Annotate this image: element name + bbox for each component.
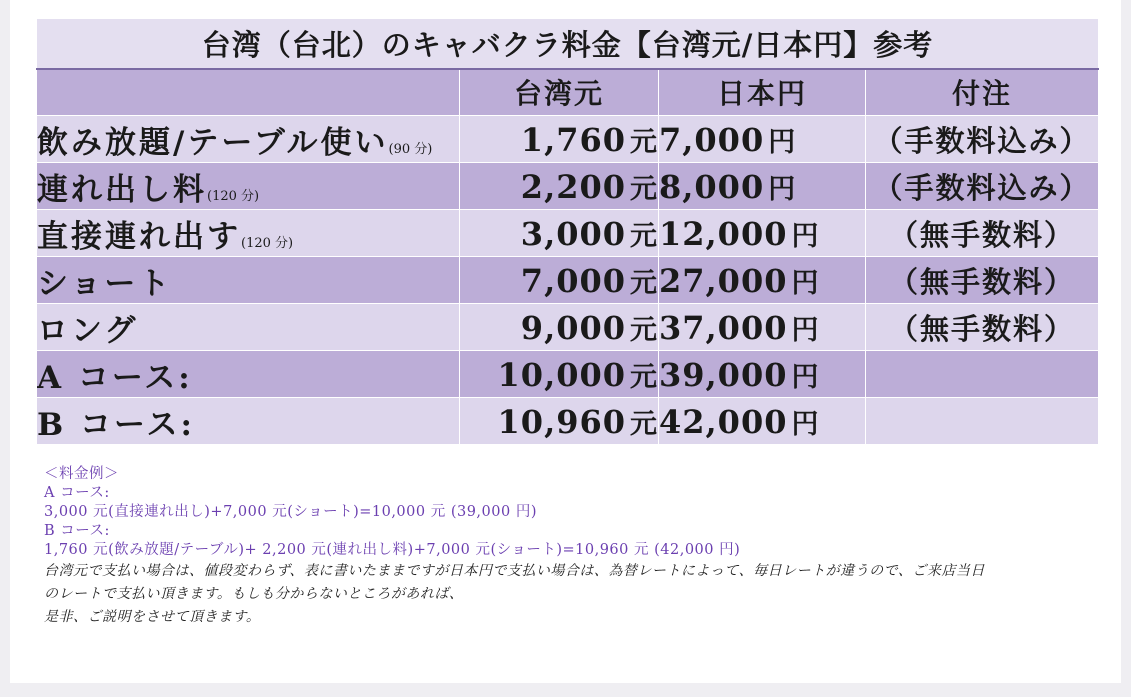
page-edge-right [1121, 0, 1131, 697]
page-edge-bottom [0, 683, 1131, 697]
price-example-notes [44, 465, 1104, 629]
row-label: A コース: [37, 351, 460, 398]
remark-cell: （無手数料） [866, 210, 1099, 257]
jpy-cell: 37,000 円 [659, 304, 866, 351]
jpy-cell: 12,000 円 [659, 210, 866, 257]
remark-cell [866, 351, 1099, 398]
duration-note: (120 分) [241, 235, 294, 251]
course-b-calc: 1,760 元(飲み放題/テーブル)+ 2,200 元(連れ出し料)+7,000 元(ショート)=10,960 元 (42,000 円) [44, 542, 741, 558]
twd-cell: 7,000 元 [460, 257, 659, 304]
row-label: ショート [37, 257, 460, 304]
twd-cell: 10,960 元 [460, 398, 659, 445]
twd-cell: 9,000 元 [460, 304, 659, 351]
table-row [37, 304, 1099, 351]
course-a-calc: 3,000 元(直接連れ出し)+7,000 元(ショート)=10,000 元 (39,000 円) [44, 504, 537, 520]
course-a-label: A コース: [44, 485, 110, 501]
table-row [37, 257, 1099, 304]
remark-cell: （手数料込み） [866, 163, 1099, 210]
jpy-cell: 8,000 円 [659, 163, 866, 210]
remark-cell [866, 398, 1099, 445]
row-label: 連れ出し料(120 分) [37, 163, 460, 210]
twd-cell: 10,000 元 [460, 351, 659, 398]
remark-cell: （無手数料） [866, 257, 1099, 304]
table-row [37, 398, 1099, 445]
payment-note-line2: のレートで支払い頂きます。もしも分からないところがあれば、 [44, 586, 464, 602]
header-jpy: 日本円 [659, 69, 866, 116]
twd-cell: 1,760 元 [460, 116, 659, 163]
row-label: B コース: [37, 398, 460, 445]
payment-note-line3: 是非、ご説明をさせて頂きます。 [44, 609, 261, 625]
price-table [36, 18, 1099, 445]
header-blank [37, 69, 460, 116]
jpy-cell: 27,000 円 [659, 257, 866, 304]
duration-note: (120 分) [207, 188, 260, 204]
page-edge-left [0, 0, 10, 697]
table-row [37, 116, 1099, 163]
table-row [37, 351, 1099, 398]
duration-note: (90 分) [388, 141, 433, 157]
course-b-label: B コース: [44, 523, 110, 539]
table-title: 台湾（台北）のキャバクラ料金【台湾元/日本円】参考 [37, 19, 1099, 69]
header-row [37, 69, 1099, 116]
jpy-cell: 39,000 円 [659, 351, 866, 398]
notes-heading: ＜料金例＞ [44, 466, 119, 482]
row-label: 飲み放題/テーブル使い(90 分) [37, 116, 460, 163]
twd-cell: 3,000 元 [460, 210, 659, 257]
table-row [37, 163, 1099, 210]
table-row [37, 210, 1099, 257]
jpy-cell: 7,000 円 [659, 116, 866, 163]
row-label: 直接連れ出す(120 分) [37, 210, 460, 257]
twd-cell: 2,200 元 [460, 163, 659, 210]
jpy-cell: 42,000 円 [659, 398, 866, 445]
payment-note-line1: 台湾元で支払い場合は、値段変わらず、表に書いたままですが日本円で支払い場合は、為替レートによって、毎日レートが違うので、ご来店当日 [44, 563, 985, 579]
row-label: ロング [37, 304, 460, 351]
remark-cell: （手数料込み） [866, 116, 1099, 163]
title-row [37, 19, 1099, 69]
header-twd: 台湾元 [460, 69, 659, 116]
remark-cell: （無手数料） [866, 304, 1099, 351]
header-remark: 付注 [866, 69, 1099, 116]
